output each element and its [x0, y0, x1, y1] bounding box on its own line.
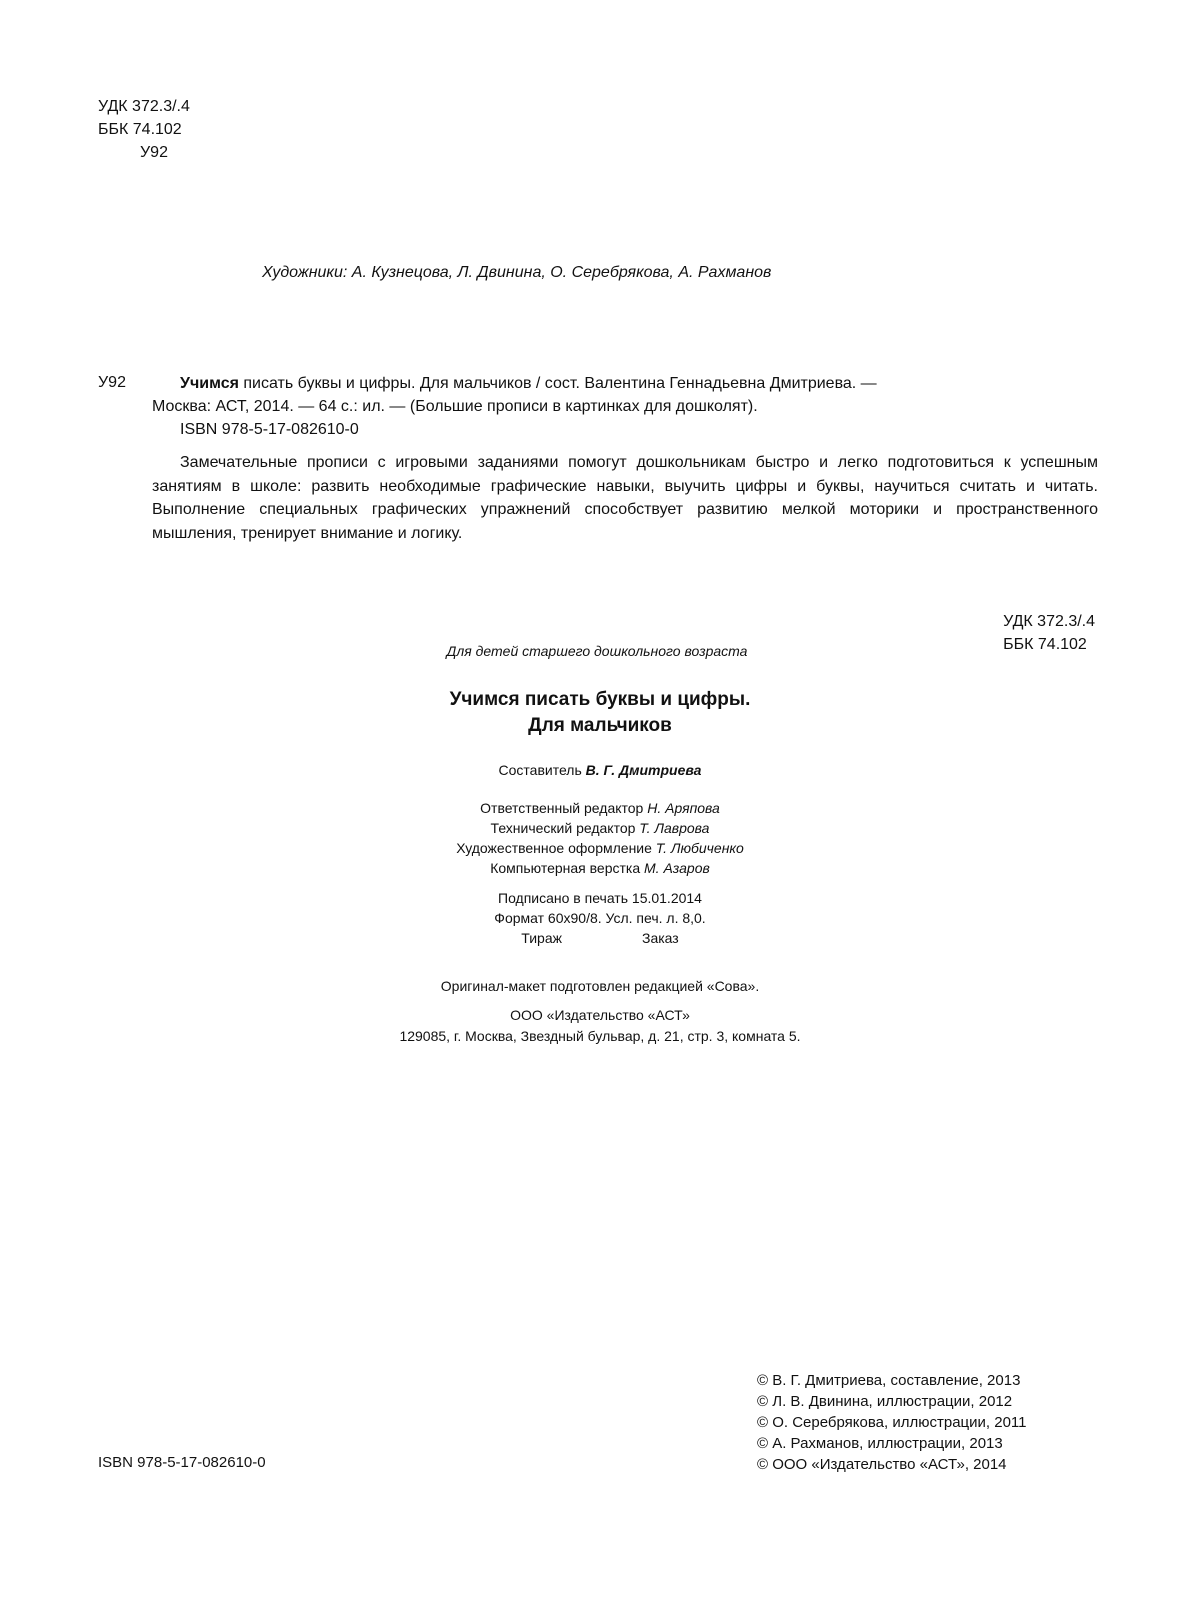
- bib-isbn: ISBN 978-5-17-082610-0: [152, 418, 1098, 441]
- classification-block: [98, 95, 190, 164]
- staff-name: М. Азаров: [644, 860, 710, 876]
- bib-line-1: [152, 372, 1098, 395]
- annotation-text: Замечательные прописи с игровыми заданиями помогут дошкольникам быстро и легко подготовиться к успешным занятиям в школе: развить необходимые графические навыки, выучить цифры и буквы, научиться считать и читать. Выполнение специальных графических упражнений способствует развитию мелкой моторики и пространственного мышления, тренирует внимание и логику.: [152, 451, 1098, 545]
- staff-line: [0, 858, 1200, 878]
- isbn-bottom: ISBN 978-5-17-082610-0: [98, 1452, 266, 1474]
- staff-line: [0, 818, 1200, 838]
- staff-name: Н. Аряпова: [647, 800, 720, 816]
- run-order-line: [0, 928, 1200, 948]
- bib-annotation: [152, 451, 1098, 545]
- staff-name: Т. Любиченко: [656, 840, 744, 856]
- title-line-1: Учимся писать буквы и цифры.: [0, 687, 1200, 713]
- copyright-item: © ООО «Издательство «АСТ», 2014: [757, 1454, 1026, 1475]
- staff-role: Художественное оформление: [456, 840, 656, 856]
- copyright-list: [757, 1370, 1026, 1475]
- publisher-name: ООО «Издательство «АСТ»: [0, 1005, 1200, 1026]
- right-udk: УДК 372.3/.4: [1003, 610, 1095, 633]
- compiler-line: [0, 760, 1200, 780]
- publisher-address: 129085, г. Москва, Звездный бульвар, д. 21, стр. 3, комната 5.: [0, 1026, 1200, 1047]
- order-label: Заказ: [642, 928, 679, 948]
- staff-line: [0, 798, 1200, 818]
- staff-role: Технический редактор: [491, 820, 640, 836]
- staff-line: [0, 838, 1200, 858]
- signed-date: Подписано в печать 15.01.2014: [0, 888, 1200, 908]
- staff-name: Т. Лаврова: [639, 820, 709, 836]
- bib-title-rest: писать буквы и цифры. Для мальчиков / сост. Валентина Геннадьевна Дмитриева. —: [239, 375, 877, 392]
- staff-role: Компьютерная верстка: [490, 860, 644, 876]
- staff-role: Ответственный редактор: [480, 800, 647, 816]
- publisher-block: [0, 1005, 1200, 1047]
- copyright-item: © В. Г. Дмитриева, составление, 2013: [757, 1370, 1026, 1391]
- age-note: [0, 640, 1200, 662]
- copyright-item: © Л. В. Двинина, иллюстрации, 2012: [757, 1391, 1026, 1412]
- bib-author-mark: У92: [98, 372, 126, 394]
- copyright-item: © А. Рахманов, иллюстрации, 2013: [757, 1433, 1026, 1454]
- layout-note: Оригинал-макет подготовлен редакцией «Сова».: [0, 975, 1200, 997]
- format-info: Формат 60x90/8. Усл. печ. л. 8,0.: [0, 908, 1200, 928]
- age-note-text: Для детей старшего дошкольного возраста: [447, 643, 748, 659]
- bib-entry: [152, 372, 1098, 545]
- artists-credit: Художники: А. Кузнецова, Л. Двинина, О. Серебрякова, А. Рахманов: [262, 262, 771, 284]
- title-line-2: Для мальчиков: [0, 713, 1200, 739]
- book-title: [0, 687, 1200, 739]
- bib-line-2: Москва: АСТ, 2014. — 64 с.: ил. — (Большие прописи в картинках для дошколят).: [152, 395, 1098, 418]
- compiler-name: В. Г. Дмитриева: [586, 762, 702, 778]
- run-label: Тираж: [521, 928, 562, 948]
- right-bbk: ББК 74.102: [1003, 633, 1095, 656]
- compiler-label: Составитель: [499, 762, 586, 778]
- print-info: [0, 888, 1200, 948]
- bib-title-bold: Учимся: [180, 375, 239, 392]
- udk-code: УДК 372.3/.4: [98, 95, 190, 118]
- bbk-code: ББК 74.102: [98, 118, 190, 141]
- copyright-item: © О. Серебрякова, иллюстрации, 2011: [757, 1412, 1026, 1433]
- staff-block: [0, 760, 1200, 878]
- author-mark: У92: [98, 141, 190, 164]
